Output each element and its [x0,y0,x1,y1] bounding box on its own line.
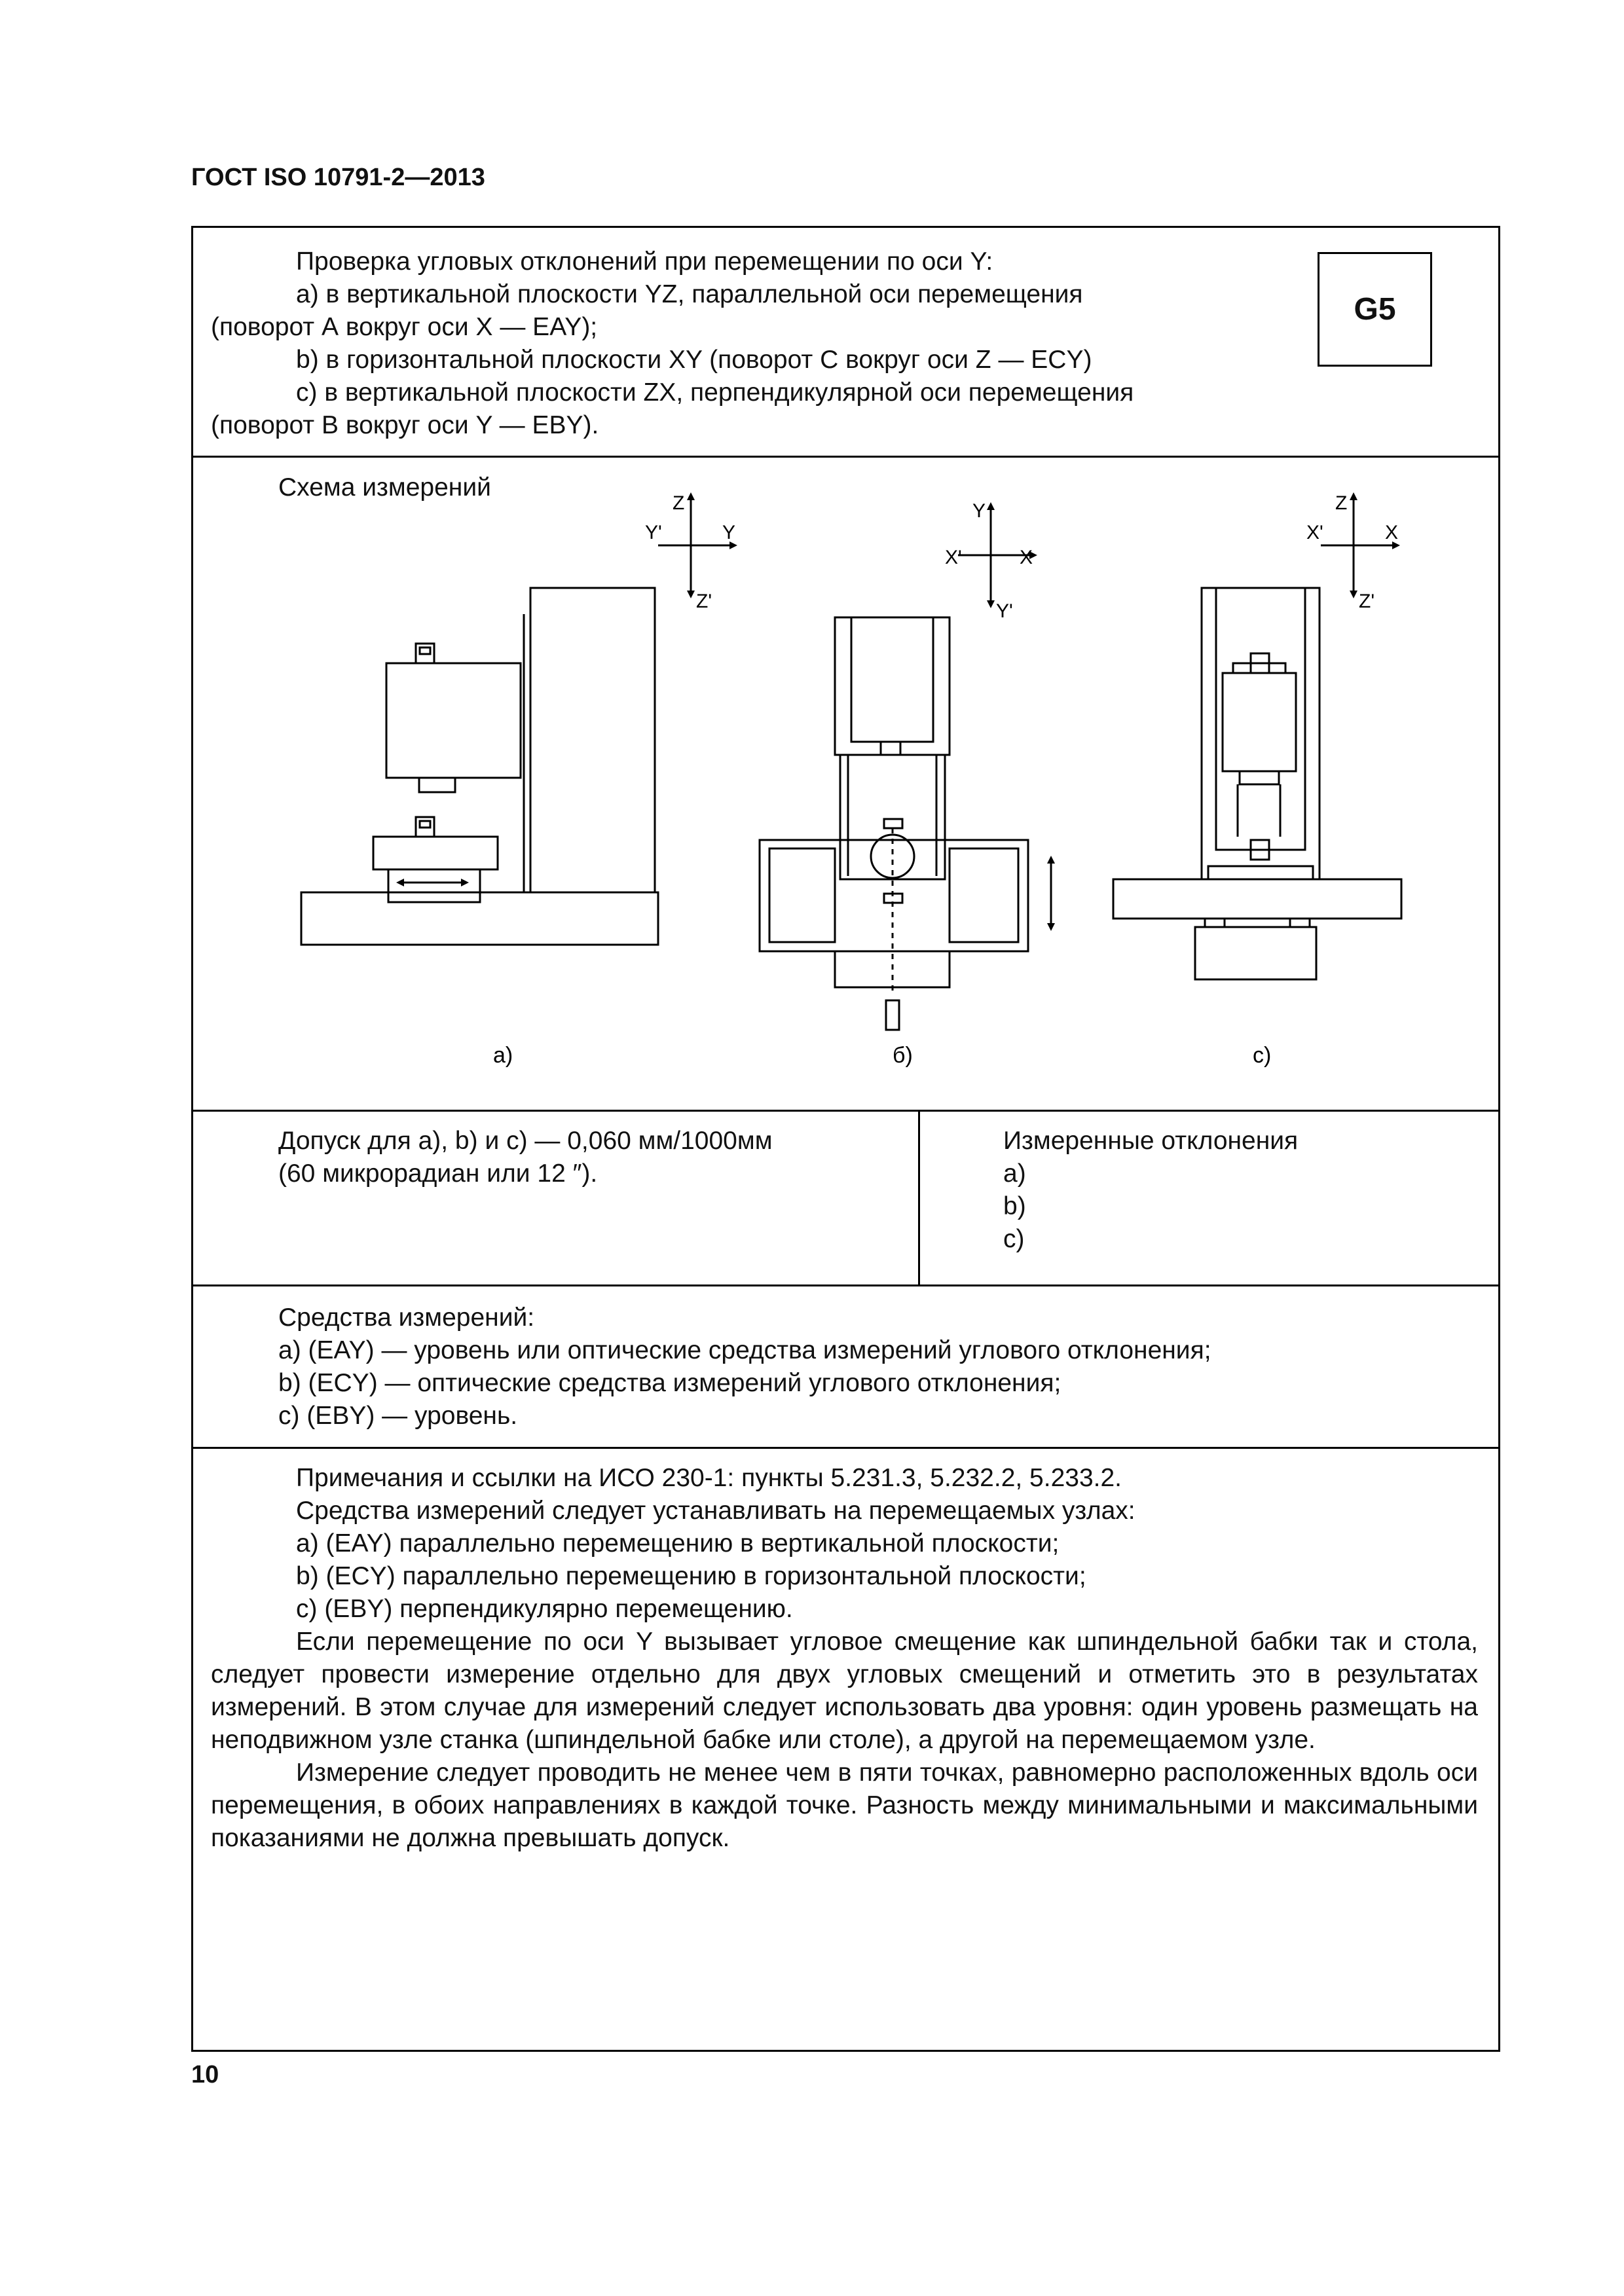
measured-heading: Измеренные отклонения [1003,1127,1299,1155]
measured-deviations [1003,1125,1462,1256]
note-paragraph: Средства измерений следует устанавливать на перемещаемых узлах: [296,1497,1135,1525]
document-header: ГОСТ ISO 10791-2—2013 [191,164,485,191]
test-title [211,246,1285,442]
diagram-heading: Схема измерений [278,473,491,501]
title-line: b) в горизонтальной плоскости XY (поворот С вокруг оси Z — ECY) [296,346,1092,374]
figure-caption-c: с) [1253,1043,1272,1068]
axis-label: X' [1306,522,1323,543]
figure-a [301,496,736,945]
axis-label: X [1385,522,1399,543]
test-code: G5 [1354,292,1396,327]
measurement-diagram [193,457,1498,1068]
test-code-box [1318,252,1432,367]
tolerance-line: Допуск для а), b) и с) — 0,060 мм/1000мм [278,1127,773,1155]
figure-caption-a: а) [493,1043,513,1068]
title-line: а) в вертикальной плоскости YZ, параллельной оси перемещения [296,280,1083,308]
axis-label: Y' [645,522,662,543]
note-paragraph: а) (EAY) параллельно перемещению в вертикальной плоскости; [296,1529,1060,1558]
axis-label: Z' [1359,591,1375,612]
axis-label: Z [673,492,685,514]
instrument-item: с) (EBY) — уровень. [278,1402,518,1430]
title-line: с) в вертикальной плоскости ZX, перпендикулярной оси перемещения [296,378,1134,407]
divider [193,1285,1498,1286]
instruments-heading: Средства измерений: [278,1303,535,1332]
instrument-item: а) (EAY) — уровень или оптические средства измерений углового отклонения; [278,1336,1211,1364]
divider-vertical [918,1110,920,1285]
measured-item: а) [1003,1159,1026,1188]
page-number: 10 [191,2061,219,2088]
axis-label: X' [945,547,962,568]
instrument-item: b) (ECY) — оптические средства измерений углового отклонения; [278,1369,1061,1397]
axis-label: X [1020,547,1033,568]
notes [211,1462,1478,1855]
title-line: (поворот B вокруг оси Y — EBY). [211,411,599,439]
note-paragraph: b) (ECY) параллельно перемещению в горизонтальной плоскости; [296,1562,1086,1590]
tolerance [278,1125,900,1190]
note-paragraph: Измерение следует проводить не менее чем в пяти точках, равномерно расположенных вдоль оси перемещения, в обоих направлениях в каждой точке. Разность между минимальными и максимальными показаниями не должна превышать допуск. [211,1758,1478,1852]
title-line: (поворот А вокруг оси X — EAY); [211,313,598,341]
figure-caption-b: б) [893,1043,913,1068]
axis-label: Z [1335,492,1348,514]
title-line: Проверка угловых отклонений при перемещении по оси Y: [296,247,993,276]
measured-item: b) [1003,1192,1026,1220]
axis-label: Y [722,522,736,543]
figure-b [760,506,1051,1030]
divider [193,1447,1498,1449]
axis-label: Z' [696,591,712,612]
divider [193,1110,1498,1112]
measured-item: с) [1003,1225,1025,1253]
instruments [278,1302,1470,1432]
note-paragraph: Примечания и ссылки на ИСО 230-1: пункты 5.231.3, 5.232.2, 5.233.2. [296,1464,1122,1492]
note-paragraph: Если перемещение по оси Y вызывает угловое смещение как шпиндельной бабки так и стола, следует провести измерение отдельно для двух угловых смещений и отметить это в результатах измерений. В этом случае для измерений следует использовать два уровня: один уровень размещать на неподвижном узле станка (шпиндельной бабке или столе), а другой на перемещаемом узле. [211,1628,1478,1754]
axis-label: Y' [996,600,1013,622]
note-paragraph: с) (EBY) перпендикулярно перемещению. [296,1595,793,1623]
axis-label: Y [972,500,986,522]
tolerance-line: (60 микрорадиан или 12 ″). [278,1159,598,1188]
figure-c [1113,496,1401,979]
test-sheet-frame [191,226,1500,2052]
